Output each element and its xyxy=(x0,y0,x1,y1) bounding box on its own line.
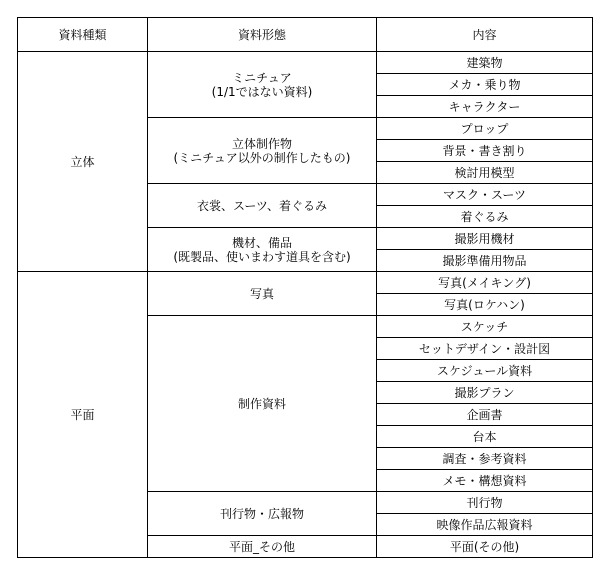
content-cell: 写真(ロケハン) xyxy=(377,294,593,316)
material-form-note: (既製品、使いまわす道具を含む) xyxy=(173,249,351,264)
material-type-cell: 平面 xyxy=(18,272,148,558)
content-cell: マスク・スーツ xyxy=(377,184,593,206)
content-cell: キャラクター xyxy=(377,96,593,118)
material-form-cell xyxy=(148,492,377,536)
header-row xyxy=(18,18,593,52)
content-cell: 映像作品広報資料 xyxy=(377,514,593,536)
material-classification-table xyxy=(17,17,593,558)
table-row xyxy=(18,52,593,74)
material-form-cell xyxy=(148,184,377,228)
material-form-cell xyxy=(148,272,377,316)
material-form-cell xyxy=(148,316,377,492)
material-form-note: (1/1ではない資料) xyxy=(211,84,313,99)
content-cell: メカ・乗り物 xyxy=(377,74,593,96)
content-cell: 着ぐるみ xyxy=(377,206,593,228)
content-cell: スケッチ xyxy=(377,316,593,338)
material-form-note: (ミニチュア以外の制作したもの) xyxy=(173,150,351,165)
material-form-label: 衣裳、スーツ、着ぐるみ xyxy=(196,198,328,213)
header-material-type: 資料種類 xyxy=(18,18,148,52)
content-cell: 台本 xyxy=(377,426,593,448)
content-cell: 企画書 xyxy=(377,404,593,426)
header-content: 内容 xyxy=(377,18,593,52)
material-form-cell xyxy=(148,118,377,184)
content-cell: 建築物 xyxy=(377,52,593,74)
content-cell: メモ・構想資料 xyxy=(377,470,593,492)
material-form-label: ミニチュア xyxy=(232,70,292,85)
content-cell: 撮影プラン xyxy=(377,382,593,404)
table-body xyxy=(18,52,593,558)
content-cell: 写真(メイキング) xyxy=(377,272,593,294)
content-cell: 刊行物 xyxy=(377,492,593,514)
table-row xyxy=(18,272,593,294)
header-material-form: 資料形態 xyxy=(148,18,377,52)
content-cell: 調査・参考資料 xyxy=(377,448,593,470)
material-form-label: 刊行物・広報物 xyxy=(219,506,304,521)
content-cell: セットデザイン・設計図 xyxy=(377,338,593,360)
material-form-label: 平面_その他 xyxy=(228,539,295,554)
content-cell: 撮影準備用物品 xyxy=(377,250,593,272)
content-cell: 平面(その他) xyxy=(377,536,593,558)
content-cell: 撮影用機材 xyxy=(377,228,593,250)
material-form-cell xyxy=(148,536,377,558)
material-form-label: 制作資料 xyxy=(237,396,286,411)
content-cell: 背景・書き割り xyxy=(377,140,593,162)
material-form-cell xyxy=(148,52,377,118)
material-form-label: 写真 xyxy=(249,286,274,301)
content-cell: スケジュール資料 xyxy=(377,360,593,382)
material-type-cell: 立体 xyxy=(18,52,148,272)
material-form-label: 立体制作物 xyxy=(231,136,292,151)
material-form-label: 機材、備品 xyxy=(231,235,292,250)
content-cell: プロップ xyxy=(377,118,593,140)
content-cell: 検討用模型 xyxy=(377,162,593,184)
material-form-cell xyxy=(148,228,377,272)
